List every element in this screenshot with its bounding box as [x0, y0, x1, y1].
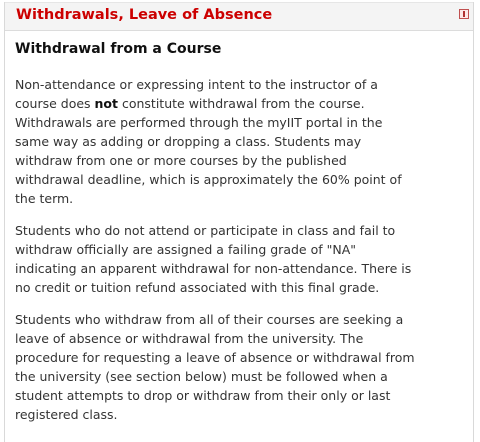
- text-line: Withdrawals are performed through the myIIT portal in the: [15, 115, 383, 130]
- text-line: Students who withdraw from all of their courses are seeking a: [15, 312, 404, 327]
- panel-content: [15, 39, 415, 424]
- collapse-icon-glyph: [460, 10, 468, 18]
- panel-title: Withdrawals, Leave of Absence: [16, 7, 273, 23]
- text-line: no credit or tuition refund associated with this final grade.: [15, 280, 380, 295]
- text-line: Non-attendance or expressing intent to the instructor of a: [15, 77, 378, 92]
- text-line: [15, 94, 415, 113]
- paragraph-non-attendance: [15, 221, 415, 297]
- collapse-icon[interactable]: [459, 9, 469, 19]
- text-line: same way as adding or dropping a class. Students may: [15, 134, 362, 149]
- paragraph-withdrawal-policy: [15, 75, 415, 208]
- text-line: procedure for requesting a leave of absence or withdrawal from: [15, 350, 415, 365]
- text-line: student attempts to drop or withdraw from their only or last: [15, 388, 391, 403]
- withdrawals-panel: [4, 2, 474, 442]
- text-line: Students who do not attend or participate in class and fail to: [15, 223, 396, 238]
- text-line: the term.: [15, 191, 74, 206]
- emphasis-not: not: [94, 96, 118, 111]
- text-span: course does: [15, 96, 95, 111]
- text-line: registered class.: [15, 407, 118, 422]
- panel-header: [5, 2, 473, 31]
- text-line: the university (see section below) must be followed when a: [15, 369, 388, 384]
- text-line: withdraw officially are assigned a failing grade of "NA": [15, 242, 357, 257]
- text-line: withdraw from one or more courses by the published: [15, 153, 347, 168]
- text-line: leave of absence or withdrawal from the university. The: [15, 331, 364, 346]
- paragraph-leave-of-absence: [15, 310, 415, 424]
- text-line: withdrawal deadline, which is approximately the 60% point of: [15, 172, 402, 187]
- section-heading: Withdrawal from a Course: [15, 41, 222, 57]
- text-span: constitute withdrawal from the course.: [118, 96, 365, 111]
- text-line: indicating an apparent withdrawal for non-attendance. There is: [15, 261, 412, 276]
